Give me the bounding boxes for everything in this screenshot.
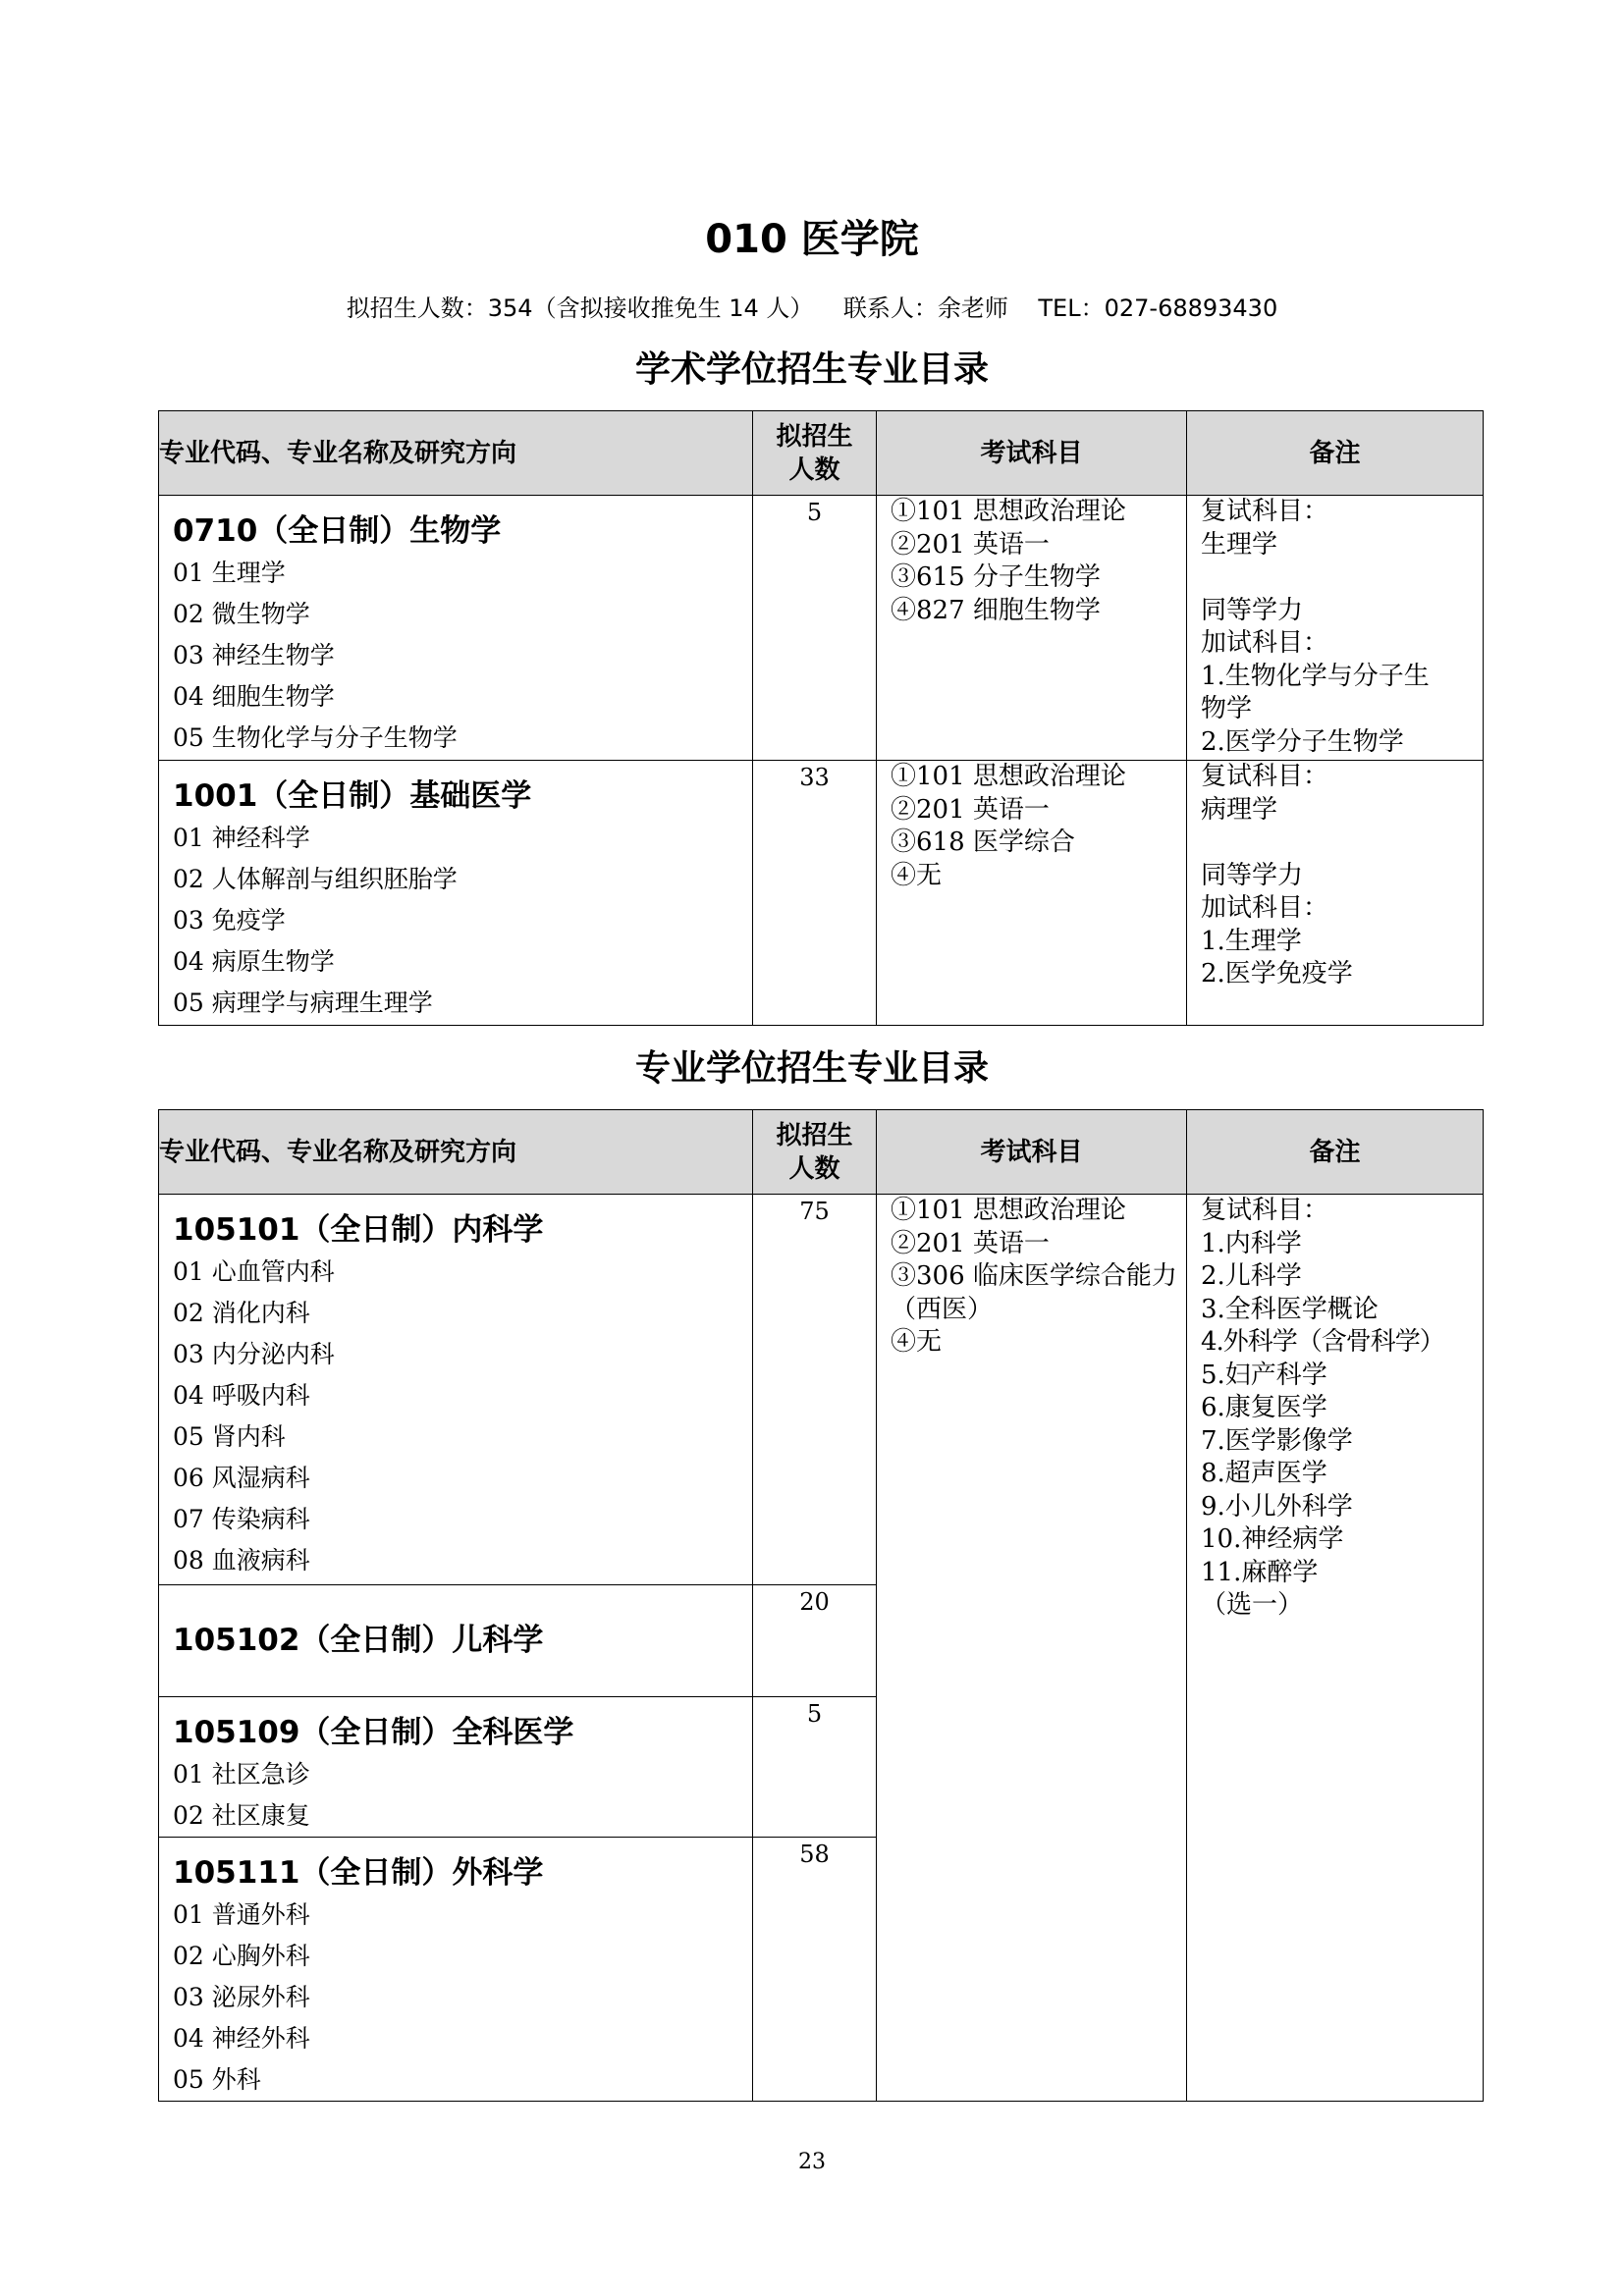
major-cell xyxy=(159,1838,753,2102)
retest-subject: 3.全科医学概论 xyxy=(1201,1294,1379,1324)
direction-item: 03 泌尿外科 xyxy=(173,1983,310,2011)
equivalent-label: 同等学力 xyxy=(1201,595,1304,625)
quota-cell: 5 xyxy=(753,496,877,761)
retest-subject: 4.外科学（含骨科学） xyxy=(1201,1327,1444,1357)
major-cell xyxy=(159,1585,753,1697)
extra-subject: 1.生理学 xyxy=(1201,926,1302,956)
direction-item: 02 微生物学 xyxy=(173,600,310,628)
extra-subject: 2.医学分子生物学 xyxy=(1201,726,1404,757)
major-cell xyxy=(159,1195,753,1585)
table-row xyxy=(159,761,1484,1026)
direction-item: 01 社区急诊 xyxy=(173,1760,310,1789)
exam-cell xyxy=(877,761,1187,1026)
retest-label: 复试科目： xyxy=(1201,497,1329,526)
exam-item: ③618 医学综合 xyxy=(891,828,1075,857)
equivalent-label: 同等学力 xyxy=(1201,860,1304,890)
retest-subject: 8.超声医学 xyxy=(1201,1459,1327,1488)
retest-label: 复试科目： xyxy=(1201,762,1329,791)
professional-section-title: 专业学位招生专业目录 xyxy=(634,1048,989,1089)
direction-item: 01 普通外科 xyxy=(173,1900,310,1929)
extra-test-label: 加试科目： xyxy=(1201,893,1329,923)
direction-item: 08 血液病科 xyxy=(173,1546,310,1575)
exam-cell xyxy=(877,1195,1187,2102)
major-title: 0710（全日制）生物学 xyxy=(173,513,502,549)
direction-item: 03 神经生物学 xyxy=(173,641,335,669)
table-row xyxy=(159,496,1484,761)
col-header-quota: 拟招生 人数 xyxy=(753,411,877,496)
retest-subject: 10.神经病学 xyxy=(1201,1524,1344,1554)
direction-item: 05 肾内科 xyxy=(173,1422,286,1451)
academic-catalog-table xyxy=(158,410,1484,1026)
quota-cell: 20 xyxy=(753,1585,877,1697)
major-title: 105101（全日制）内科学 xyxy=(173,1212,544,1248)
retest-subject: 11.麻醉学 xyxy=(1201,1557,1319,1587)
extra-test-label: 加试科目： xyxy=(1201,628,1329,658)
direction-item: 04 病原生物学 xyxy=(173,947,335,976)
retest-label: 复试科目： xyxy=(1201,1196,1329,1225)
exam-item: ①101 思想政治理论 xyxy=(891,1196,1126,1225)
col-header-notes: 备注 xyxy=(1187,411,1484,496)
direction-item: 05 病理学与病理生理学 xyxy=(173,988,433,1017)
major-cell xyxy=(159,496,753,761)
col-header-major: 专业代码、专业名称及研究方向 xyxy=(159,1110,753,1195)
direction-item: 01 神经科学 xyxy=(173,824,310,852)
exam-item: ③615 分子生物学 xyxy=(891,562,1101,592)
direction-item: 01 心血管内科 xyxy=(173,1257,335,1286)
exam-cell xyxy=(877,496,1187,761)
extra-subject: 1.生物化学与分子生 xyxy=(1201,661,1430,691)
major-cell xyxy=(159,1697,753,1838)
retest-subject: 1.内科学 xyxy=(1201,1228,1302,1258)
direction-item: 04 呼吸内科 xyxy=(173,1381,310,1410)
professional-catalog-table xyxy=(158,1109,1484,2102)
major-title: 1001（全日制）基础医学 xyxy=(173,778,532,814)
retest-subject: 9.小儿外科学 xyxy=(1201,1491,1353,1522)
direction-item: 05 外科 xyxy=(173,2065,261,2094)
direction-item: 07 传染病科 xyxy=(173,1505,310,1533)
retest-note: （选一） xyxy=(1201,1590,1304,1620)
notes-cell xyxy=(1187,761,1484,1026)
quota-cell: 33 xyxy=(753,761,877,1026)
col-header-exam: 考试科目 xyxy=(877,411,1187,496)
extra-subject: 物学 xyxy=(1201,694,1253,723)
exam-item: ②201 英语一 xyxy=(891,529,1050,560)
retest-subject: 生理学 xyxy=(1201,529,1278,560)
academic-section-title: 学术学位招生专业目录 xyxy=(634,349,989,390)
quota-cell: 58 xyxy=(753,1838,877,2102)
quota-cell: 5 xyxy=(753,1697,877,1838)
page-number: 23 xyxy=(798,2150,826,2174)
exam-item: ④无 xyxy=(891,860,943,890)
direction-item: 03 免疫学 xyxy=(173,906,286,934)
table-row xyxy=(159,1195,1484,1585)
exam-item: ①101 思想政治理论 xyxy=(891,497,1126,526)
direction-item: 03 内分泌内科 xyxy=(173,1340,335,1368)
exam-item: （西医） xyxy=(891,1294,994,1324)
retest-subject: 7.医学影像学 xyxy=(1201,1425,1353,1456)
major-title: 105109（全日制）全科医学 xyxy=(173,1715,574,1750)
notes-cell xyxy=(1187,496,1484,761)
major-title: 105111（全日制）外科学 xyxy=(173,1855,544,1891)
enrollment-info: 拟招生人数：354（含拟接收推免生 14 人） 联系人：余老师 TEL：027-68893430 xyxy=(346,294,1278,322)
direction-item: 01 生理学 xyxy=(173,559,286,587)
direction-item: 02 消化内科 xyxy=(173,1299,310,1327)
retest-subject: 病理学 xyxy=(1201,794,1278,825)
retest-subject: 2.儿科学 xyxy=(1201,1261,1302,1291)
major-cell xyxy=(159,761,753,1026)
col-header-major: 专业代码、专业名称及研究方向 xyxy=(159,411,753,496)
exam-item: ①101 思想政治理论 xyxy=(891,762,1126,791)
col-header-quota: 拟招生 人数 xyxy=(753,1110,877,1195)
exam-item: ②201 英语一 xyxy=(891,794,1050,825)
col-header-exam: 考试科目 xyxy=(877,1110,1187,1195)
exam-item: ③306 临床医学综合能力 xyxy=(891,1261,1177,1291)
direction-item: 02 社区康复 xyxy=(173,1801,310,1830)
page-title: 010 医学院 xyxy=(705,217,919,262)
table-header-row xyxy=(159,1110,1484,1195)
notes-cell xyxy=(1187,1195,1484,2102)
direction-item: 05 生物化学与分子生物学 xyxy=(173,723,458,752)
direction-item: 02 人体解剖与组织胚胎学 xyxy=(173,865,458,893)
col-header-notes: 备注 xyxy=(1187,1110,1484,1195)
table-header-row xyxy=(159,411,1484,496)
quota-cell: 75 xyxy=(753,1195,877,1585)
exam-item: ④827 细胞生物学 xyxy=(891,595,1101,625)
exam-item: ②201 英语一 xyxy=(891,1228,1050,1258)
extra-subject: 2.医学免疫学 xyxy=(1201,959,1353,988)
direction-item: 04 细胞生物学 xyxy=(173,682,335,711)
retest-subject: 6.康复医学 xyxy=(1201,1393,1327,1422)
direction-item: 06 风湿病科 xyxy=(173,1464,310,1492)
retest-subject: 5.妇产科学 xyxy=(1201,1360,1327,1390)
major-title: 105102（全日制）儿科学 xyxy=(173,1623,544,1658)
direction-item: 04 神经外科 xyxy=(173,2024,310,2053)
exam-item: ④无 xyxy=(891,1327,943,1357)
direction-item: 02 心胸外科 xyxy=(173,1942,310,1970)
